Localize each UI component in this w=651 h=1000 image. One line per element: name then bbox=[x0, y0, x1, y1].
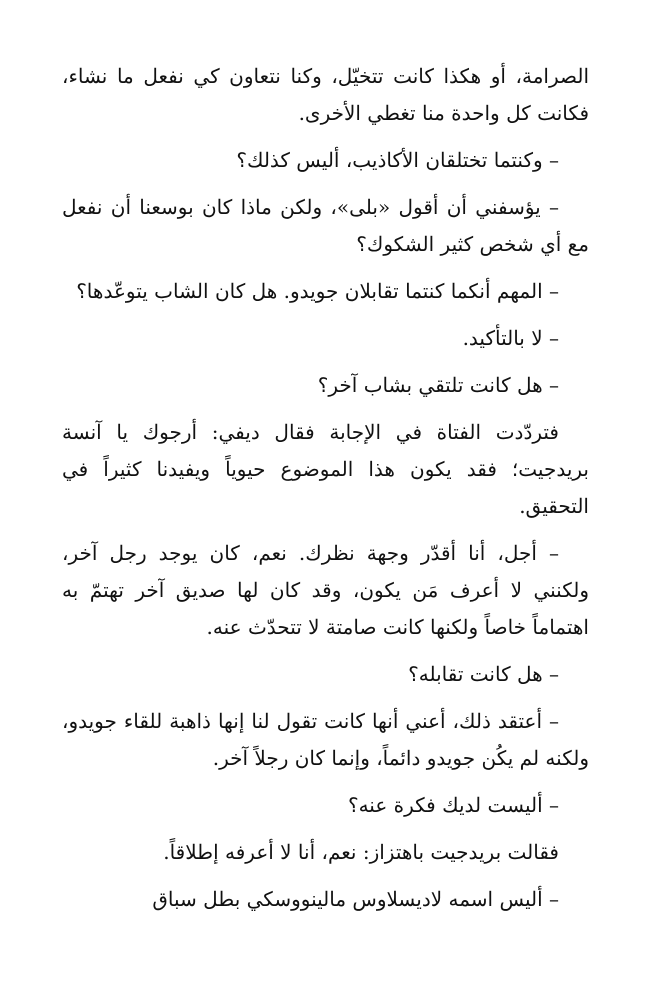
paragraph: – وكنتما تختلقان الأكاذيب، أليس كذلك؟ bbox=[236, 148, 559, 172]
paragraph: – أعتقد ذلك، أعني أنها كانت تقول لنا إنها ذاهبة للقاء جويدو، ولكنه لم يكُن جويدو دائماً، وإنما كان رجلاً آخر. bbox=[62, 709, 589, 770]
paragraph: فقالت بريدجيت باهتزاز: نعم، أنا لا أعرفه إطلاقاً. bbox=[163, 840, 559, 864]
paragraph: – أجل، أنا أقدّر وجهة نظرك. نعم، كان يوجد رجل آخر، ولكنني لا أعرف مَن يكون، وقد كان لها صديق آخر تهتمّ به اهتماماً خاصاً ولكنها كانت صامتة لا تتحدّث عنه. bbox=[62, 541, 589, 639]
paragraph: – أليست لديك فكرة عنه؟ bbox=[347, 793, 559, 817]
paragraph: الصرامة، أو هكذا كانت تتخيّل، وكنا نتعاون كي نفعل ما نشاء، فكانت كل واحدة منا تغطي الأخرى. bbox=[62, 64, 589, 125]
paragraph: – لا بالتأكيد. bbox=[462, 326, 559, 350]
paragraph: فتردّدت الفتاة في الإجابة فقال ديفي: أرجوك يا آنسة بريدجيت؛ فقد يكون هذا الموضوع حيوياً ويفيدنا كثيراً في التحقيق. bbox=[62, 420, 589, 518]
paragraph: – المهم أنكما كنتما تقابلان جويدو. هل كان الشاب يتوعّدها؟ bbox=[76, 279, 559, 303]
paragraph: – هل كانت تقابله؟ bbox=[408, 662, 559, 686]
paragraph: – هل كانت تلتقي بشاب آخر؟ bbox=[317, 373, 559, 397]
paragraph: – يؤسفني أن أقول «بلى»، ولكن ماذا كان بوسعنا أن نفعل مع أي شخص كثير الشكوك؟ bbox=[62, 195, 589, 256]
paragraph: – أليس اسمه لاديسلاوس مالينووسكي بطل سباق bbox=[152, 887, 559, 911]
document-page bbox=[62, 58, 589, 928]
